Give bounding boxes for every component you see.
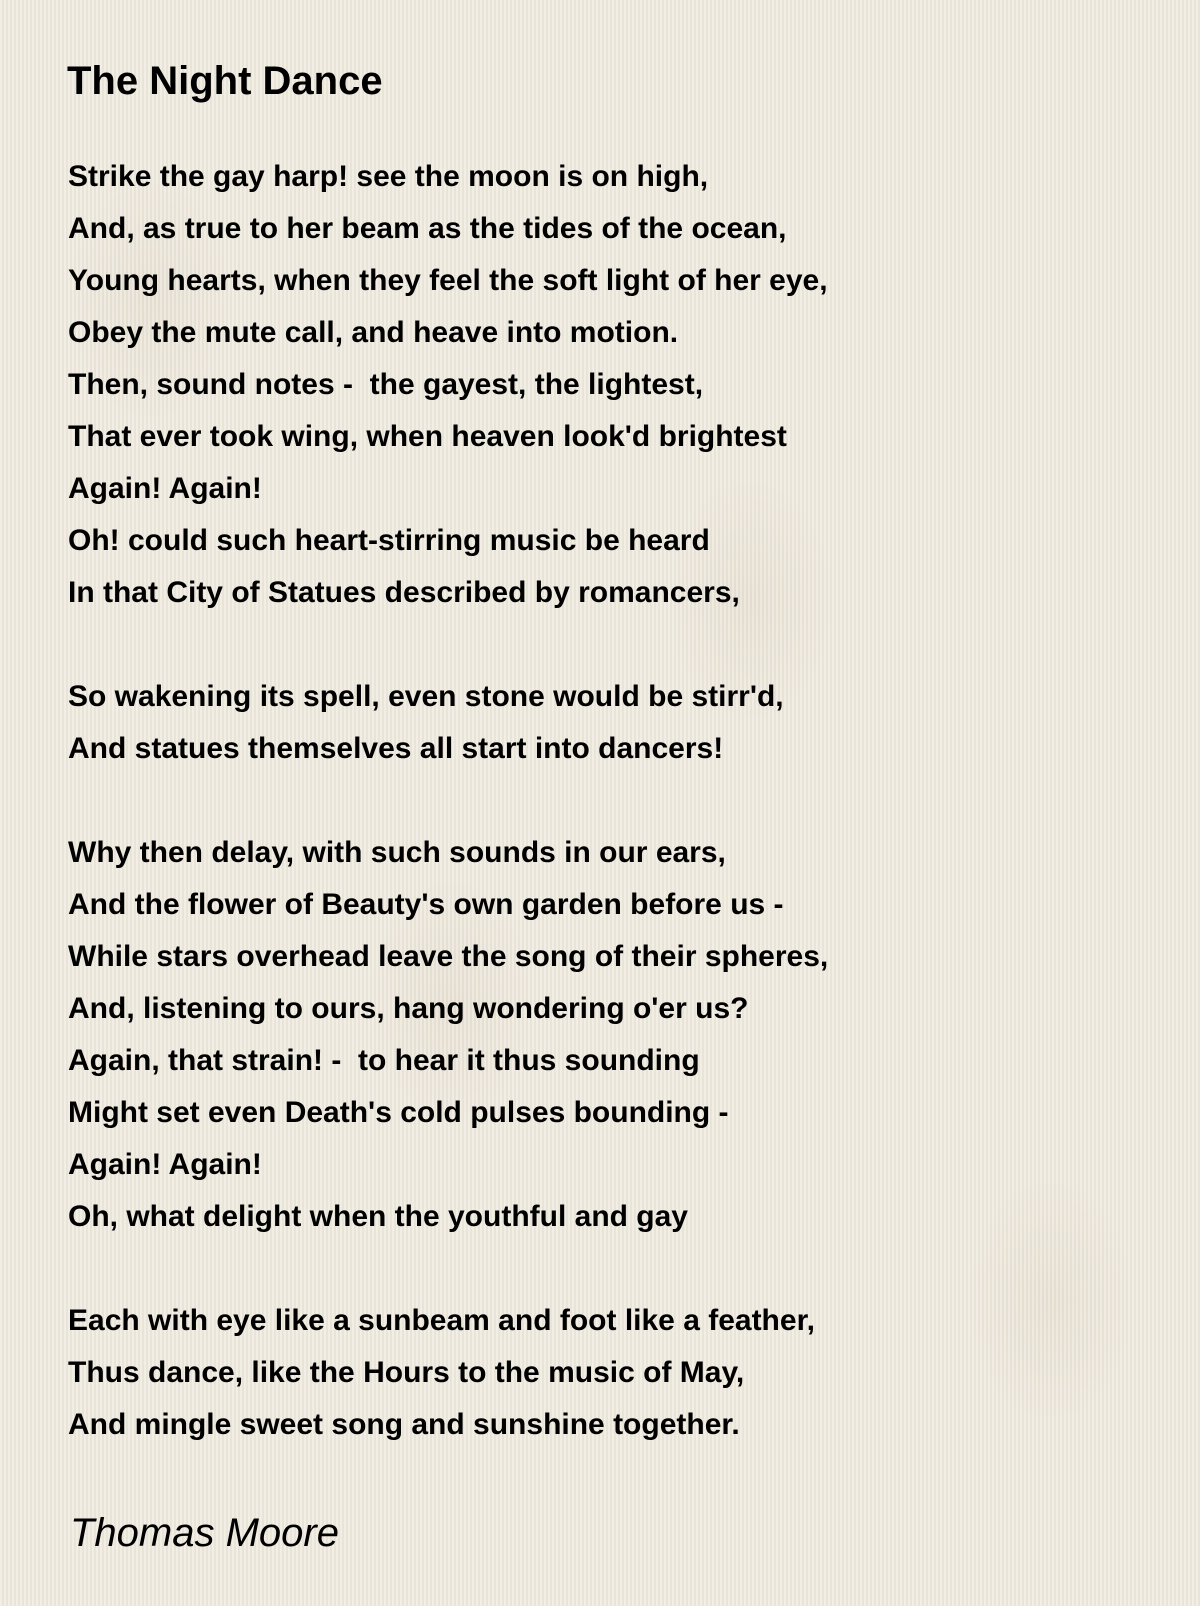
poem-line: Again! Again! <box>68 472 262 505</box>
poem-line: Again! Again! <box>68 1148 262 1181</box>
poem-line: Oh! could such heart-stirring music be heard <box>68 524 710 557</box>
poem-author: Thomas Moore <box>70 1511 339 1555</box>
poem-line: And, as true to her beam as the tides of the ocean, <box>68 212 787 245</box>
poem-line: Oh, what delight when the youthful and gay <box>68 1200 688 1233</box>
poem-line: And, listening to ours, hang wondering o'er us? <box>68 992 749 1025</box>
poem-line: Strike the gay harp! see the moon is on high, <box>68 160 709 193</box>
poem-title: The Night Dance <box>67 59 383 103</box>
poem-line: And statues themselves all start into dancers! <box>68 732 724 765</box>
poem-line: In that City of Statues described by romancers, <box>68 576 740 609</box>
stanza-break <box>68 775 828 827</box>
poem-line: Why then delay, with such sounds in our ears, <box>68 836 726 869</box>
stanza-break <box>68 1243 828 1295</box>
poem-line: While stars overhead leave the song of their spheres, <box>68 940 829 973</box>
poem-line: And the flower of Beauty's own garden before us - <box>68 888 784 921</box>
poem-line: Young hearts, when they feel the soft light of her eye, <box>68 264 828 297</box>
poem-line: Each with eye like a sunbeam and foot like a feather, <box>68 1304 815 1337</box>
poem-line: So wakening its spell, even stone would be stirr'd, <box>68 680 784 713</box>
poem-line: Then, sound notes - the gayest, the lightest, <box>68 368 704 401</box>
poem-line: Obey the mute call, and heave into motion. <box>68 316 679 349</box>
poem-line: And mingle sweet song and sunshine together. <box>68 1408 740 1441</box>
poem-body <box>68 151 828 1451</box>
poem-line: Might set even Death's cold pulses bounding - <box>68 1096 729 1129</box>
stanza-break <box>68 619 828 671</box>
poem-line: Again, that strain! - to hear it thus sounding <box>68 1044 700 1077</box>
poem-line: That ever took wing, when heaven look'd brightest <box>68 420 787 453</box>
poem-line: Thus dance, like the Hours to the music of May, <box>68 1356 745 1389</box>
